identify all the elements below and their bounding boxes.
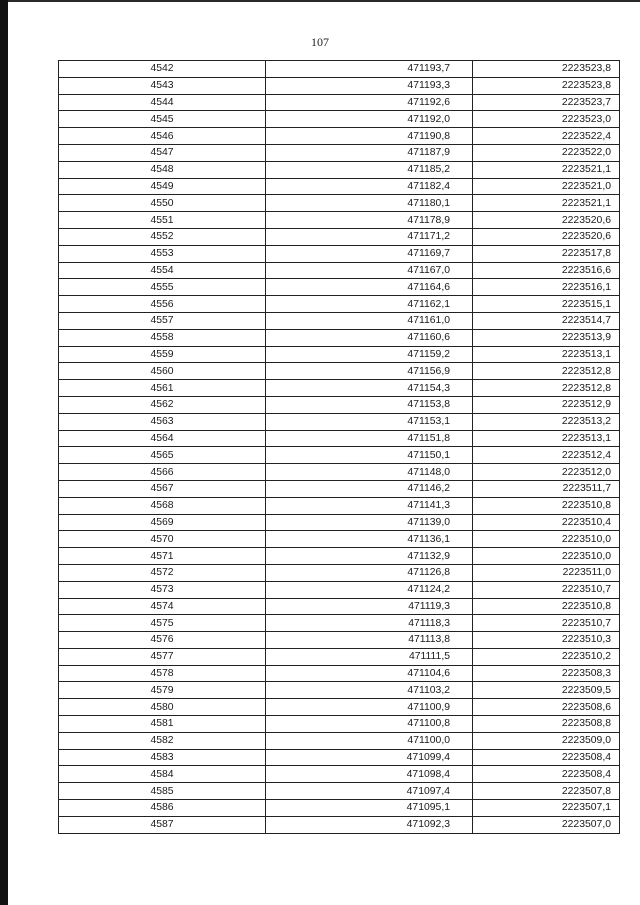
coordinates-table bbox=[58, 60, 620, 834]
table-row bbox=[59, 665, 620, 682]
y-coordinate-cell: 2223513,9 bbox=[473, 329, 620, 346]
point-number-cell: 4577 bbox=[59, 648, 266, 665]
x-coordinate-cell: 471162,1 bbox=[266, 296, 473, 313]
x-coordinate-cell: 471193,3 bbox=[266, 77, 473, 94]
y-coordinate-cell: 2223520,6 bbox=[473, 228, 620, 245]
table-row bbox=[59, 564, 620, 581]
table-row bbox=[59, 195, 620, 212]
point-number-cell: 4552 bbox=[59, 228, 266, 245]
x-coordinate-cell: 471178,9 bbox=[266, 212, 473, 229]
x-coordinate-cell: 471136,1 bbox=[266, 531, 473, 548]
table-row bbox=[59, 766, 620, 783]
point-number-cell: 4579 bbox=[59, 682, 266, 699]
point-number-cell: 4543 bbox=[59, 77, 266, 94]
table-row bbox=[59, 699, 620, 716]
y-coordinate-cell: 2223516,6 bbox=[473, 262, 620, 279]
x-coordinate-cell: 471103,2 bbox=[266, 682, 473, 699]
x-coordinate-cell: 471160,6 bbox=[266, 329, 473, 346]
table-row bbox=[59, 178, 620, 195]
y-coordinate-cell: 2223520,6 bbox=[473, 212, 620, 229]
table-row bbox=[59, 447, 620, 464]
y-coordinate-cell: 2223512,0 bbox=[473, 464, 620, 481]
table-row bbox=[59, 548, 620, 565]
y-coordinate-cell: 2223512,8 bbox=[473, 363, 620, 380]
point-number-cell: 4564 bbox=[59, 430, 266, 447]
y-coordinate-cell: 2223507,1 bbox=[473, 800, 620, 817]
y-coordinate-cell: 2223509,5 bbox=[473, 682, 620, 699]
y-coordinate-cell: 2223512,9 bbox=[473, 396, 620, 413]
y-coordinate-cell: 2223515,1 bbox=[473, 296, 620, 313]
point-number-cell: 4554 bbox=[59, 262, 266, 279]
x-coordinate-cell: 471159,2 bbox=[266, 346, 473, 363]
table-row bbox=[59, 396, 620, 413]
point-number-cell: 4560 bbox=[59, 363, 266, 380]
y-coordinate-cell: 2223510,7 bbox=[473, 581, 620, 598]
x-coordinate-cell: 471164,6 bbox=[266, 279, 473, 296]
point-number-cell: 4572 bbox=[59, 564, 266, 581]
point-number-cell: 4568 bbox=[59, 497, 266, 514]
point-number-cell: 4551 bbox=[59, 212, 266, 229]
table-row bbox=[59, 296, 620, 313]
x-coordinate-cell: 471150,1 bbox=[266, 447, 473, 464]
table-row bbox=[59, 161, 620, 178]
x-coordinate-cell: 471182,4 bbox=[266, 178, 473, 195]
y-coordinate-cell: 2223521,0 bbox=[473, 178, 620, 195]
y-coordinate-cell: 2223510,7 bbox=[473, 615, 620, 632]
table-row bbox=[59, 413, 620, 430]
x-coordinate-cell: 471180,1 bbox=[266, 195, 473, 212]
y-coordinate-cell: 2223521,1 bbox=[473, 161, 620, 178]
y-coordinate-cell: 2223510,3 bbox=[473, 632, 620, 649]
point-number-cell: 4544 bbox=[59, 94, 266, 111]
point-number-cell: 4561 bbox=[59, 380, 266, 397]
table-row bbox=[59, 800, 620, 817]
table-row bbox=[59, 363, 620, 380]
point-number-cell: 4545 bbox=[59, 111, 266, 128]
table-row bbox=[59, 783, 620, 800]
table-row bbox=[59, 615, 620, 632]
x-coordinate-cell: 471185,2 bbox=[266, 161, 473, 178]
point-number-cell: 4584 bbox=[59, 766, 266, 783]
y-coordinate-cell: 2223521,1 bbox=[473, 195, 620, 212]
table-row bbox=[59, 111, 620, 128]
table-row bbox=[59, 497, 620, 514]
y-coordinate-cell: 2223510,2 bbox=[473, 648, 620, 665]
x-coordinate-cell: 471126,8 bbox=[266, 564, 473, 581]
table-row bbox=[59, 514, 620, 531]
table-row bbox=[59, 94, 620, 111]
table-row bbox=[59, 581, 620, 598]
x-coordinate-cell: 471190,8 bbox=[266, 128, 473, 145]
y-coordinate-cell: 2223510,0 bbox=[473, 531, 620, 548]
table-row bbox=[59, 464, 620, 481]
table-row bbox=[59, 245, 620, 262]
x-coordinate-cell: 471100,8 bbox=[266, 716, 473, 733]
table-row bbox=[59, 144, 620, 161]
point-number-cell: 4562 bbox=[59, 396, 266, 413]
point-number-cell: 4574 bbox=[59, 598, 266, 615]
y-coordinate-cell: 2223511,7 bbox=[473, 480, 620, 497]
table-row bbox=[59, 262, 620, 279]
point-number-cell: 4575 bbox=[59, 615, 266, 632]
x-coordinate-cell: 471132,9 bbox=[266, 548, 473, 565]
x-coordinate-cell: 471141,3 bbox=[266, 497, 473, 514]
y-coordinate-cell: 2223523,8 bbox=[473, 61, 620, 78]
x-coordinate-cell: 471171,2 bbox=[266, 228, 473, 245]
point-number-cell: 4549 bbox=[59, 178, 266, 195]
point-number-cell: 4570 bbox=[59, 531, 266, 548]
x-coordinate-cell: 471193,7 bbox=[266, 61, 473, 78]
point-number-cell: 4578 bbox=[59, 665, 266, 682]
y-coordinate-cell: 2223508,3 bbox=[473, 665, 620, 682]
point-number-cell: 4569 bbox=[59, 514, 266, 531]
point-number-cell: 4548 bbox=[59, 161, 266, 178]
y-coordinate-cell: 2223523,8 bbox=[473, 77, 620, 94]
point-number-cell: 4550 bbox=[59, 195, 266, 212]
point-number-cell: 4581 bbox=[59, 716, 266, 733]
y-coordinate-cell: 2223511,0 bbox=[473, 564, 620, 581]
x-coordinate-cell: 471148,0 bbox=[266, 464, 473, 481]
y-coordinate-cell: 2223510,4 bbox=[473, 514, 620, 531]
x-coordinate-cell: 471098,4 bbox=[266, 766, 473, 783]
point-number-cell: 4558 bbox=[59, 329, 266, 346]
point-number-cell: 4559 bbox=[59, 346, 266, 363]
x-coordinate-cell: 471111,5 bbox=[266, 648, 473, 665]
y-coordinate-cell: 2223510,8 bbox=[473, 598, 620, 615]
table-row bbox=[59, 716, 620, 733]
y-coordinate-cell: 2223513,2 bbox=[473, 413, 620, 430]
x-coordinate-cell: 471153,8 bbox=[266, 396, 473, 413]
point-number-cell: 4580 bbox=[59, 699, 266, 716]
y-coordinate-cell: 2223522,4 bbox=[473, 128, 620, 145]
table-row bbox=[59, 128, 620, 145]
y-coordinate-cell: 2223512,8 bbox=[473, 380, 620, 397]
y-coordinate-cell: 2223508,4 bbox=[473, 749, 620, 766]
table-row bbox=[59, 61, 620, 78]
table-row bbox=[59, 732, 620, 749]
table-row bbox=[59, 749, 620, 766]
x-coordinate-cell: 471100,9 bbox=[266, 699, 473, 716]
x-coordinate-cell: 471154,3 bbox=[266, 380, 473, 397]
point-number-cell: 4563 bbox=[59, 413, 266, 430]
y-coordinate-cell: 2223514,7 bbox=[473, 312, 620, 329]
x-coordinate-cell: 471095,1 bbox=[266, 800, 473, 817]
y-coordinate-cell: 2223508,6 bbox=[473, 699, 620, 716]
point-number-cell: 4573 bbox=[59, 581, 266, 598]
table-row bbox=[59, 682, 620, 699]
page-left-edge bbox=[0, 0, 8, 905]
y-coordinate-cell: 2223513,1 bbox=[473, 430, 620, 447]
table-row bbox=[59, 648, 620, 665]
x-coordinate-cell: 471104,6 bbox=[266, 665, 473, 682]
y-coordinate-cell: 2223509,0 bbox=[473, 732, 620, 749]
point-number-cell: 4586 bbox=[59, 800, 266, 817]
y-coordinate-cell: 2223507,0 bbox=[473, 816, 620, 833]
page-number: 107 bbox=[311, 35, 329, 49]
coordinates-table-body bbox=[59, 61, 620, 834]
point-number-cell: 4565 bbox=[59, 447, 266, 464]
y-coordinate-cell: 2223517,8 bbox=[473, 245, 620, 262]
point-number-cell: 4557 bbox=[59, 312, 266, 329]
table-row bbox=[59, 77, 620, 94]
table-row bbox=[59, 228, 620, 245]
y-coordinate-cell: 2223507,8 bbox=[473, 783, 620, 800]
point-number-cell: 4547 bbox=[59, 144, 266, 161]
y-coordinate-cell: 2223510,0 bbox=[473, 548, 620, 565]
y-coordinate-cell: 2223513,1 bbox=[473, 346, 620, 363]
point-number-cell: 4553 bbox=[59, 245, 266, 262]
x-coordinate-cell: 471167,0 bbox=[266, 262, 473, 279]
x-coordinate-cell: 471192,6 bbox=[266, 94, 473, 111]
point-number-cell: 4571 bbox=[59, 548, 266, 565]
x-coordinate-cell: 471118,3 bbox=[266, 615, 473, 632]
y-coordinate-cell: 2223516,1 bbox=[473, 279, 620, 296]
point-number-cell: 4555 bbox=[59, 279, 266, 296]
table-row bbox=[59, 480, 620, 497]
point-number-cell: 4546 bbox=[59, 128, 266, 145]
point-number-cell: 4556 bbox=[59, 296, 266, 313]
y-coordinate-cell: 2223523,0 bbox=[473, 111, 620, 128]
x-coordinate-cell: 471153,1 bbox=[266, 413, 473, 430]
x-coordinate-cell: 471156,9 bbox=[266, 363, 473, 380]
x-coordinate-cell: 471161,0 bbox=[266, 312, 473, 329]
x-coordinate-cell: 471139,0 bbox=[266, 514, 473, 531]
y-coordinate-cell: 2223522,0 bbox=[473, 144, 620, 161]
x-coordinate-cell: 471192,0 bbox=[266, 111, 473, 128]
point-number-cell: 4542 bbox=[59, 61, 266, 78]
x-coordinate-cell: 471092,3 bbox=[266, 816, 473, 833]
point-number-cell: 4583 bbox=[59, 749, 266, 766]
point-number-cell: 4582 bbox=[59, 732, 266, 749]
point-number-cell: 4585 bbox=[59, 783, 266, 800]
x-coordinate-cell: 471169,7 bbox=[266, 245, 473, 262]
table-row bbox=[59, 329, 620, 346]
y-coordinate-cell: 2223508,8 bbox=[473, 716, 620, 733]
point-number-cell: 4576 bbox=[59, 632, 266, 649]
table-row bbox=[59, 279, 620, 296]
y-coordinate-cell: 2223512,4 bbox=[473, 447, 620, 464]
x-coordinate-cell: 471187,9 bbox=[266, 144, 473, 161]
table-row bbox=[59, 312, 620, 329]
table-row bbox=[59, 531, 620, 548]
table-row bbox=[59, 632, 620, 649]
point-number-cell: 4567 bbox=[59, 480, 266, 497]
x-coordinate-cell: 471119,3 bbox=[266, 598, 473, 615]
x-coordinate-cell: 471124,2 bbox=[266, 581, 473, 598]
table-row bbox=[59, 430, 620, 447]
point-number-cell: 4566 bbox=[59, 464, 266, 481]
x-coordinate-cell: 471099,4 bbox=[266, 749, 473, 766]
x-coordinate-cell: 471097,4 bbox=[266, 783, 473, 800]
table-row bbox=[59, 816, 620, 833]
table-row bbox=[59, 380, 620, 397]
table-row bbox=[59, 598, 620, 615]
table-row bbox=[59, 346, 620, 363]
x-coordinate-cell: 471151,8 bbox=[266, 430, 473, 447]
y-coordinate-cell: 2223510,8 bbox=[473, 497, 620, 514]
y-coordinate-cell: 2223508,4 bbox=[473, 766, 620, 783]
page-top-edge bbox=[0, 0, 640, 2]
x-coordinate-cell: 471113,8 bbox=[266, 632, 473, 649]
x-coordinate-cell: 471100,0 bbox=[266, 732, 473, 749]
x-coordinate-cell: 471146,2 bbox=[266, 480, 473, 497]
table-row bbox=[59, 212, 620, 229]
point-number-cell: 4587 bbox=[59, 816, 266, 833]
y-coordinate-cell: 2223523,7 bbox=[473, 94, 620, 111]
